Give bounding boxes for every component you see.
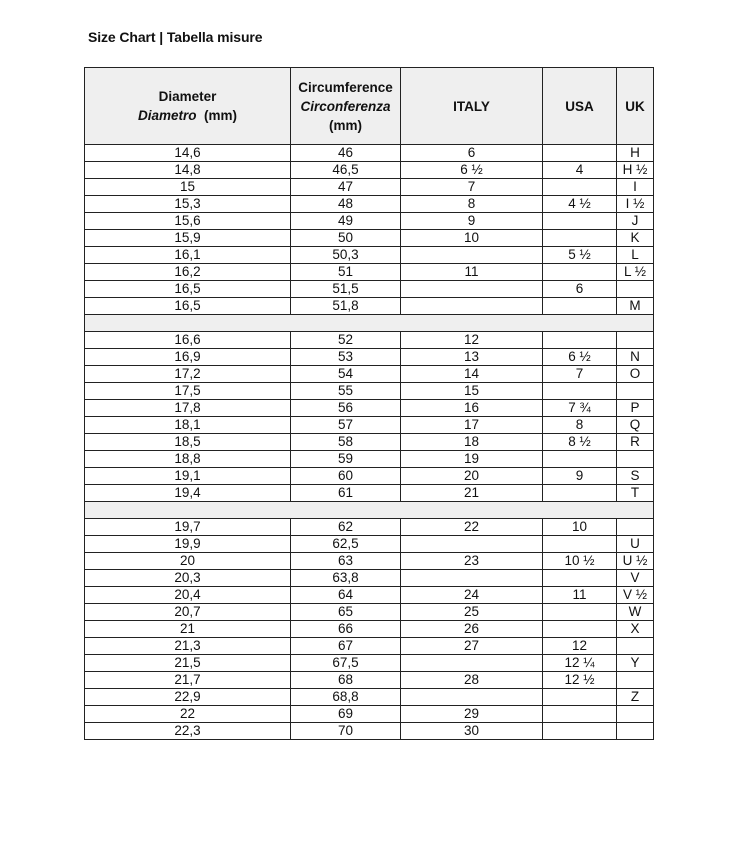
page-title: Size Chart | Tabella misure [88,29,263,45]
diameter-cell: 15 [85,179,291,196]
table-row [85,621,654,638]
diameter-cell: 16,1 [85,247,291,264]
circumference-cell: 70 [291,723,401,740]
diameter-cell: 16,9 [85,349,291,366]
circumference-cell: 51 [291,264,401,281]
diameter-cell: 20,7 [85,604,291,621]
diameter-cell: 14,8 [85,162,291,179]
header-diameter-it: Diametro [137,108,197,123]
circumference-cell: 51,8 [291,298,401,315]
italy-cell: 10 [401,230,543,247]
uk-cell: V ½ [617,587,654,604]
uk-cell [617,451,654,468]
uk-cell [617,383,654,400]
italy-cell: 20 [401,468,543,485]
header-diameter-unit: (mm) [204,108,238,123]
diameter-cell: 19,4 [85,485,291,502]
table-row [85,723,654,740]
circumference-cell: 63,8 [291,570,401,587]
uk-cell: Y [617,655,654,672]
usa-cell [543,145,617,162]
usa-cell: 12 [543,638,617,655]
italy-cell: 21 [401,485,543,502]
diameter-cell: 20,3 [85,570,291,587]
circumference-cell: 51,5 [291,281,401,298]
circumference-cell: 62 [291,519,401,536]
uk-cell: T [617,485,654,502]
usa-cell: 4 [543,162,617,179]
diameter-cell: 22,3 [85,723,291,740]
usa-cell [543,230,617,247]
separator-cell [85,315,654,332]
table-row [85,230,654,247]
diameter-cell: 19,1 [85,468,291,485]
circumference-cell: 47 [291,179,401,196]
usa-cell: 9 [543,468,617,485]
table-row [85,536,654,553]
uk-cell [617,672,654,689]
uk-cell: O [617,366,654,383]
diameter-cell: 16,5 [85,281,291,298]
italy-cell: 30 [401,723,543,740]
italy-cell: 28 [401,672,543,689]
circumference-cell: 59 [291,451,401,468]
diameter-cell: 14,6 [85,145,291,162]
size-chart-table [84,67,654,740]
header-row [85,68,654,145]
diameter-cell: 21,5 [85,655,291,672]
italy-cell [401,281,543,298]
usa-cell: 12 ½ [543,672,617,689]
table-row [85,400,654,417]
usa-cell [543,604,617,621]
group-separator [85,315,654,332]
diameter-cell: 15,9 [85,230,291,247]
uk-cell: I [617,179,654,196]
table-row [85,451,654,468]
uk-cell: Q [617,417,654,434]
diameter-cell: 21,3 [85,638,291,655]
table-row [85,638,654,655]
table-row [85,383,654,400]
usa-cell: 8 [543,417,617,434]
diameter-cell: 17,2 [85,366,291,383]
usa-cell [543,706,617,723]
uk-cell: N [617,349,654,366]
header-uk: UK [617,68,654,145]
italy-cell: 24 [401,587,543,604]
diameter-cell: 18,8 [85,451,291,468]
uk-cell: V [617,570,654,587]
table-row [85,281,654,298]
italy-cell [401,247,543,264]
table-row [85,655,654,672]
uk-cell: J [617,213,654,230]
table-row [85,145,654,162]
italy-cell: 14 [401,366,543,383]
uk-cell [617,723,654,740]
table-body [85,145,654,740]
table-row [85,366,654,383]
uk-cell: L [617,247,654,264]
diameter-cell: 17,5 [85,383,291,400]
italy-cell: 15 [401,383,543,400]
circumference-cell: 52 [291,332,401,349]
table-row [85,689,654,706]
circumference-cell: 65 [291,604,401,621]
usa-cell: 10 ½ [543,553,617,570]
usa-cell [543,332,617,349]
circumference-cell: 68 [291,672,401,689]
circumference-cell: 64 [291,587,401,604]
header-circumference-it: Circonferenza [300,98,391,114]
italy-cell: 18 [401,434,543,451]
diameter-cell: 20 [85,553,291,570]
circumference-cell: 55 [291,383,401,400]
circumference-cell: 68,8 [291,689,401,706]
diameter-cell: 17,8 [85,400,291,417]
circumference-cell: 60 [291,468,401,485]
separator-cell [85,502,654,519]
italy-cell: 13 [401,349,543,366]
usa-cell [543,264,617,281]
italy-cell: 19 [401,451,543,468]
circumference-cell: 66 [291,621,401,638]
diameter-cell: 22 [85,706,291,723]
table-row [85,417,654,434]
italy-cell [401,689,543,706]
header-usa: USA [543,68,617,145]
usa-cell [543,213,617,230]
table-row [85,247,654,264]
uk-cell: H [617,145,654,162]
italy-cell: 6 ½ [401,162,543,179]
circumference-cell: 58 [291,434,401,451]
usa-cell [543,298,617,315]
uk-cell [617,706,654,723]
italy-cell [401,655,543,672]
table-row [85,519,654,536]
circumference-cell: 67,5 [291,655,401,672]
diameter-cell: 16,5 [85,298,291,315]
circumference-cell: 69 [291,706,401,723]
circumference-cell: 56 [291,400,401,417]
circumference-cell: 46,5 [291,162,401,179]
usa-cell: 8 ½ [543,434,617,451]
uk-cell: M [617,298,654,315]
diameter-cell: 21 [85,621,291,638]
circumference-cell: 46 [291,145,401,162]
italy-cell: 12 [401,332,543,349]
diameter-cell: 16,6 [85,332,291,349]
header-circumference-unit: (mm) [329,117,362,133]
usa-cell: 7 ¾ [543,400,617,417]
uk-cell: I ½ [617,196,654,213]
italy-cell: 17 [401,417,543,434]
table-row [85,570,654,587]
diameter-cell: 21,7 [85,672,291,689]
header-diameter [85,68,291,145]
usa-cell: 6 ½ [543,349,617,366]
header-diameter-en: Diameter [158,89,217,104]
table-row [85,553,654,570]
table-row [85,349,654,366]
usa-cell [543,536,617,553]
italy-cell: 8 [401,196,543,213]
table-row [85,213,654,230]
table-row [85,706,654,723]
usa-cell: 7 [543,366,617,383]
circumference-cell: 50,3 [291,247,401,264]
uk-cell: K [617,230,654,247]
table-row [85,485,654,502]
uk-cell [617,638,654,655]
circumference-cell: 67 [291,638,401,655]
italy-cell [401,570,543,587]
diameter-cell: 15,3 [85,196,291,213]
table-row [85,196,654,213]
diameter-cell: 22,9 [85,689,291,706]
usa-cell: 6 [543,281,617,298]
uk-cell: P [617,400,654,417]
uk-cell: S [617,468,654,485]
usa-cell [543,570,617,587]
uk-cell: R [617,434,654,451]
diameter-cell: 18,1 [85,417,291,434]
italy-cell: 25 [401,604,543,621]
table-row [85,162,654,179]
table-row [85,468,654,485]
uk-cell: W [617,604,654,621]
table-row [85,179,654,196]
uk-cell: X [617,621,654,638]
circumference-cell: 48 [291,196,401,213]
table-row [85,434,654,451]
circumference-cell: 49 [291,213,401,230]
italy-cell: 29 [401,706,543,723]
italy-cell: 23 [401,553,543,570]
usa-cell [543,689,617,706]
usa-cell: 5 ½ [543,247,617,264]
italy-cell [401,536,543,553]
table-row [85,672,654,689]
uk-cell: U [617,536,654,553]
circumference-cell: 62,5 [291,536,401,553]
header-italy: ITALY [401,68,543,145]
diameter-cell: 15,6 [85,213,291,230]
usa-cell [543,451,617,468]
table-row [85,264,654,281]
circumference-cell: 54 [291,366,401,383]
italy-cell: 27 [401,638,543,655]
uk-cell: U ½ [617,553,654,570]
uk-cell [617,332,654,349]
italy-cell: 9 [401,213,543,230]
uk-cell: H ½ [617,162,654,179]
uk-cell [617,519,654,536]
usa-cell [543,179,617,196]
table-row [85,604,654,621]
uk-cell: L ½ [617,264,654,281]
diameter-cell: 18,5 [85,434,291,451]
group-separator [85,502,654,519]
italy-cell: 6 [401,145,543,162]
circumference-cell: 57 [291,417,401,434]
table-row [85,298,654,315]
usa-cell [543,485,617,502]
table-row [85,332,654,349]
italy-cell: 26 [401,621,543,638]
uk-cell: Z [617,689,654,706]
header-circumference [291,68,401,145]
italy-cell [401,298,543,315]
uk-cell [617,281,654,298]
usa-cell: 10 [543,519,617,536]
diameter-cell: 19,9 [85,536,291,553]
circumference-cell: 50 [291,230,401,247]
italy-cell: 7 [401,179,543,196]
diameter-cell: 16,2 [85,264,291,281]
usa-cell [543,383,617,400]
italy-cell: 16 [401,400,543,417]
circumference-cell: 53 [291,349,401,366]
usa-cell: 4 ½ [543,196,617,213]
header-circumference-en: Circumference [298,79,393,95]
usa-cell [543,621,617,638]
circumference-cell: 63 [291,553,401,570]
italy-cell: 22 [401,519,543,536]
usa-cell [543,723,617,740]
table-row [85,587,654,604]
circumference-cell: 61 [291,485,401,502]
diameter-cell: 20,4 [85,587,291,604]
usa-cell: 12 ¼ [543,655,617,672]
usa-cell: 11 [543,587,617,604]
diameter-cell: 19,7 [85,519,291,536]
italy-cell: 11 [401,264,543,281]
